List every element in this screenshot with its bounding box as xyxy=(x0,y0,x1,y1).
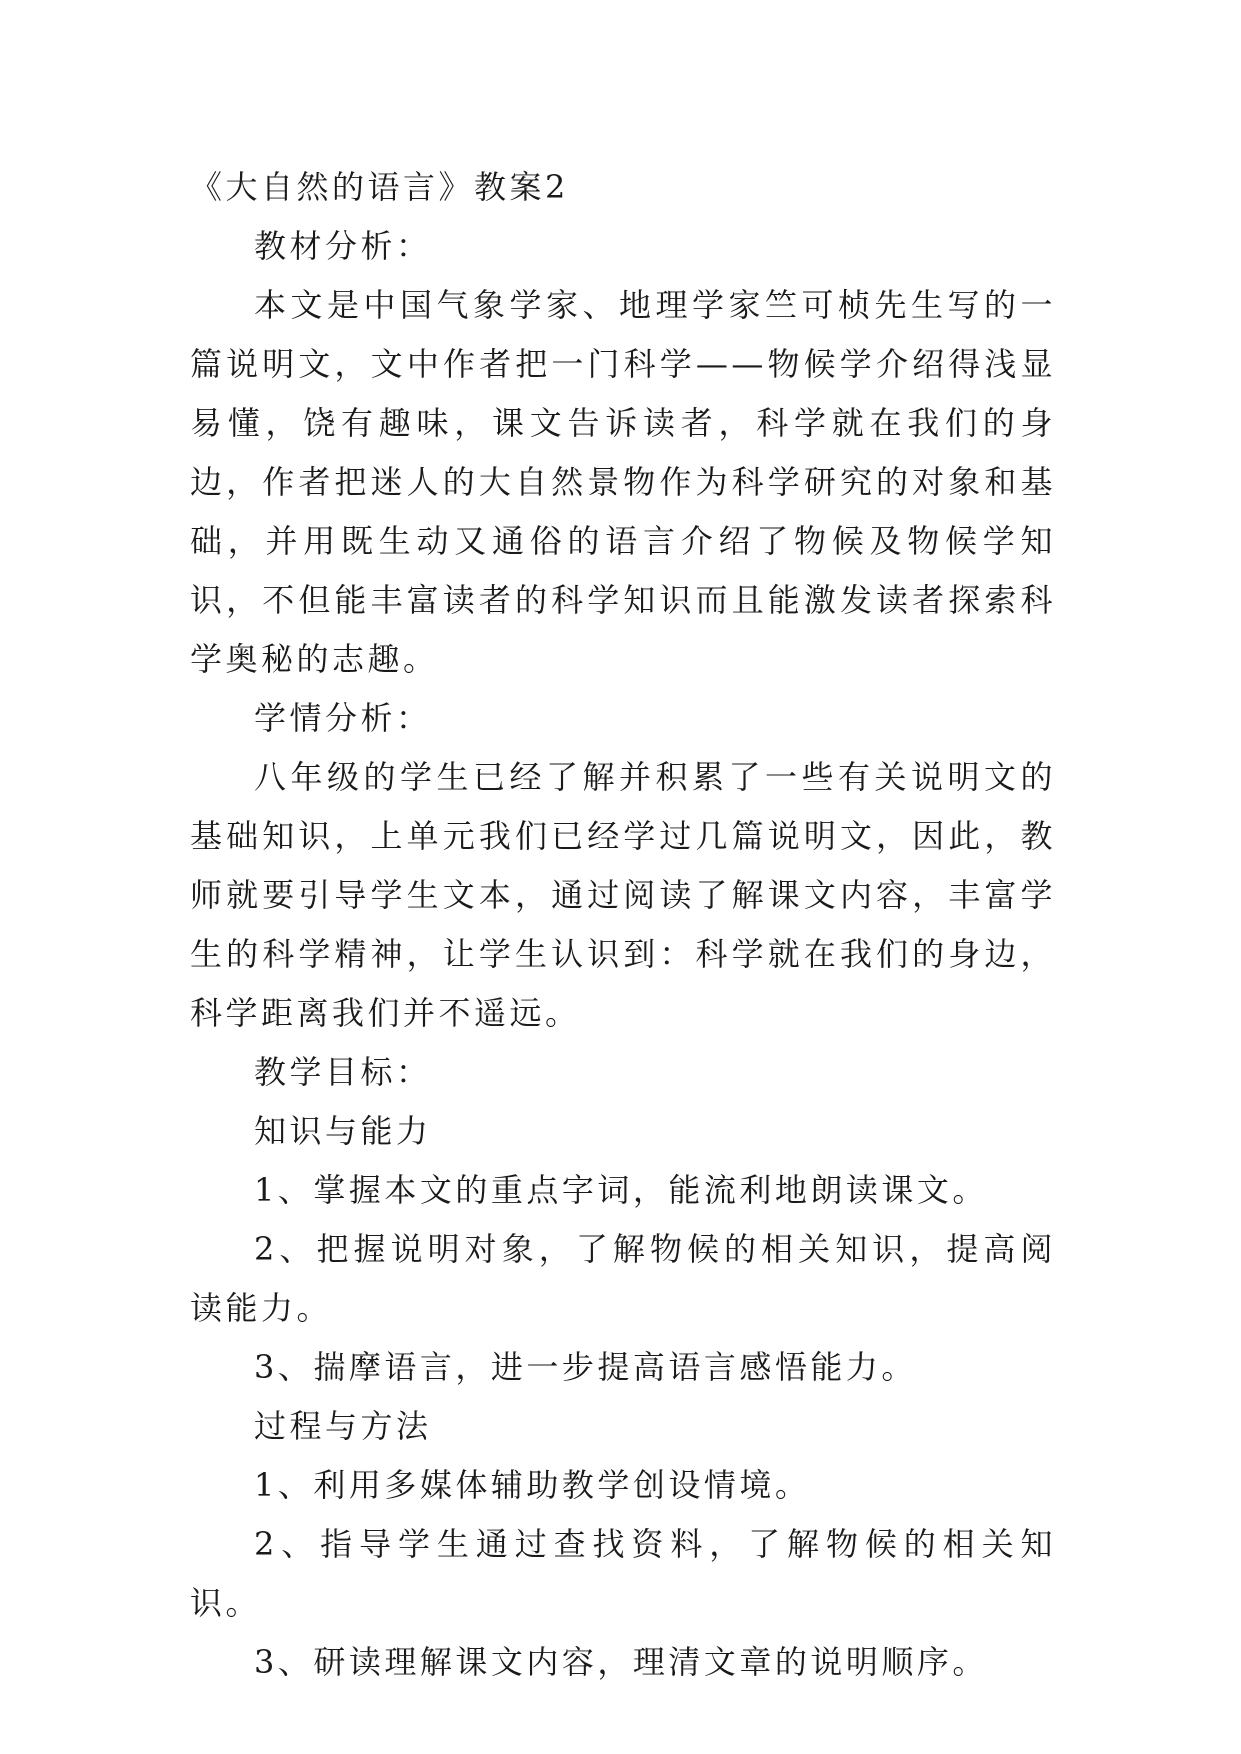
section-heading-student-analysis: 学情分析： xyxy=(254,699,432,737)
list-item-process-2: 2、指导学生通过查找资料，了解物候的相关知识。 xyxy=(190,1525,1056,1622)
paragraph-textbook-analysis: 本文是中国气象学家、地理学家竺可桢先生写的一篇说明文，文中作者把一门科学——物候学介绍得浅显易懂，饶有趣味，课文告诉读者，科学就在我们的身边，作者把迷人的大自然景物作为科学研究的对象和基础，并用既生动又通俗的语言介绍了物候及物候学知识，不但能丰富读者的科学知识而且能激发读者探索科学奥秘的志趣。 xyxy=(190,286,1056,678)
list-item-process-1: 1、利用多媒体辅助教学创设情境。 xyxy=(254,1466,811,1504)
section-heading-teaching-goals: 教学目标： xyxy=(254,1053,432,1091)
list-item-knowledge-3: 3、揣摩语言，进一步提高语言感悟能力。 xyxy=(254,1348,917,1386)
section-heading-textbook-analysis: 教材分析： xyxy=(254,227,432,265)
list-item-knowledge-1: 1、掌握本文的重点字词，能流利地朗读课文。 xyxy=(254,1171,988,1209)
document-title: 《大自然的语言》教案2 xyxy=(190,168,569,206)
subheading-knowledge-ability: 知识与能力 xyxy=(254,1112,432,1150)
list-item-knowledge-2: 2、把握说明对象，了解物候的相关知识，提高阅读能力。 xyxy=(190,1230,1056,1327)
list-item-process-3: 3、研读理解课文内容，理清文章的说明顺序。 xyxy=(254,1643,988,1681)
paragraph-student-analysis: 八年级的学生已经了解并积累了一些有关说明文的基础知识，上单元我们已经学过几篇说明文，因此，教师就要引导学生文本，通过阅读了解课文内容，丰富学生的科学精神，让学生认识到：科学就在我们的身边，科学距离我们并不遥远。 xyxy=(190,758,1056,1032)
subheading-process-method: 过程与方法 xyxy=(254,1407,432,1445)
document-body xyxy=(190,158,1056,1692)
